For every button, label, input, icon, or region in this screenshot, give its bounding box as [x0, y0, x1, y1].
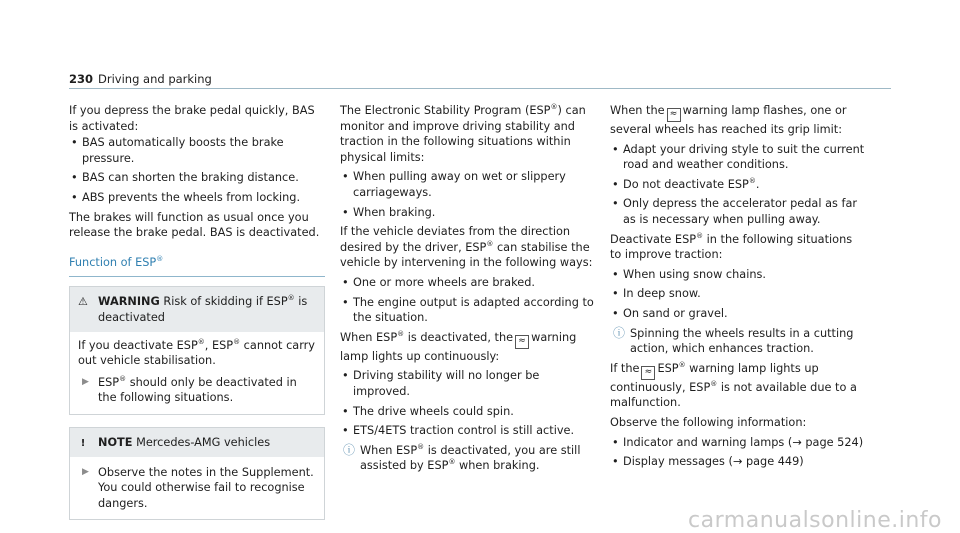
list-item: • Do not deactivate ESP®. [610, 177, 866, 193]
section-heading-esp: Function of ESP® [69, 254, 164, 269]
bas-list [69, 135, 325, 205]
interventions-list [340, 275, 596, 326]
situations-list [340, 169, 596, 220]
page-reference-link[interactable]: • Display messages (→ page 449) [610, 454, 866, 470]
list-item: • ABS prevents the wheels from locking. [69, 190, 325, 206]
esp-lamp-icon: ≈ [641, 366, 655, 380]
section-divider [69, 276, 325, 277]
malfunction-text: If the ≈ ESP® warning lamp lights up continuously, ESP® is not available due to a malfunction. [610, 360, 857, 410]
action-arrow-icon: ▶ [82, 376, 89, 387]
esp-lamp-icon: ≈ [667, 108, 681, 122]
notice-icon: ! [78, 435, 88, 451]
column-left [69, 103, 325, 532]
deviation-text: If the vehicle deviates from the direction desired by the driver, ESP® can stabilise the vehicle by intervening in the following ways: [340, 225, 593, 270]
warning-action: ▶ ESP® should only be deactivated in the following situations. [82, 374, 297, 405]
bas-outro: The brakes will function as usual once you release the brake pedal. BAS is deactivated. [69, 210, 320, 240]
list-item: • Adapt your driving style to suit the current road and weather conditions. [610, 142, 866, 173]
action-arrow-icon: ▶ [82, 466, 89, 477]
note-label: NOTE [98, 435, 133, 449]
header-divider [69, 88, 891, 89]
esp-intro: The Electronic Stability Program (ESP®) can monitor and improve driving stability and traction in the following situations within physical limits: [340, 103, 586, 164]
list-item: • On sand or gravel. [610, 306, 866, 322]
page-number: 230 [69, 72, 94, 86]
bas-intro: If you depress the brake pedal quickly, BAS is activated: [69, 104, 315, 133]
warning-box [69, 286, 325, 415]
warning-text: If you deactivate ESP®, ESP® cannot carry out vehicle stabilisation. [78, 337, 315, 368]
warning-header: ⚠ WARNING Risk of skidding if ESP® is deactivated [70, 287, 324, 331]
improve-text: Deactivate ESP® in the following situations to improve traction: [610, 231, 853, 262]
flash-list [610, 142, 866, 228]
list-item: • Driving stability will no longer be improved. [340, 368, 596, 399]
info-icon: ⓘ [613, 325, 626, 340]
page-reference-link[interactable]: • Indicator and warning lamps (→ page 524) [610, 435, 866, 451]
list-item: • Only depress the accelerator pedal as far as is necessary when pulling away. [610, 196, 866, 227]
column-middle [340, 103, 596, 478]
info-icon: ⓘ [343, 442, 356, 457]
info-note: ⓘ Spinning the wheels results in a cutting action, which enhances traction. [613, 325, 854, 356]
list-item: • In deep snow. [610, 286, 866, 302]
references-list [610, 435, 866, 470]
list-item: • BAS can shorten the braking distance. [69, 170, 325, 186]
note-box [69, 427, 325, 520]
warning-triangle-icon: ⚠ [78, 295, 88, 309]
traction-list [610, 267, 866, 322]
section-title: Driving and parking [98, 72, 212, 86]
list-item: • When pulling away on wet or slippery carriageways. [340, 169, 596, 200]
list-item: • One or more wheels are braked. [340, 275, 596, 291]
esp-off-lamp-icon: ≈ [515, 335, 529, 349]
info-note: ⓘ When ESP® is deactivated, you are still assisted by ESP® when braking. [343, 442, 581, 473]
list-item: • The engine output is adapted according to the situation. [340, 295, 596, 326]
observe-text: Observe the following information: [610, 415, 807, 429]
column-right [610, 103, 866, 474]
deactivation-text: When ESP® is deactivated, the ≈ warning lamp lights up continuously: [340, 329, 577, 363]
warning-label: WARNING [98, 295, 160, 309]
flash-text: When the ≈ warning lamp flashes, one or several wheels has reached its grip limit: [610, 104, 847, 136]
list-item: • ETS/4ETS traction control is still active. [340, 423, 596, 439]
list-item: • The drive wheels could spin. [340, 404, 596, 420]
list-item: • When using snow chains. [610, 267, 866, 283]
watermark: carmanualsonline.info [688, 508, 942, 533]
list-item: • BAS automatically boosts the brake pressure. [69, 135, 325, 166]
note-action: ▶ Observe the notes in the Supplement. You could otherwise fail to recognise dangers. [82, 465, 314, 510]
list-item: • When braking. [340, 205, 596, 221]
effects-list [340, 368, 596, 438]
note-header: ! NOTE Mercedes-AMG vehicles [70, 428, 324, 457]
